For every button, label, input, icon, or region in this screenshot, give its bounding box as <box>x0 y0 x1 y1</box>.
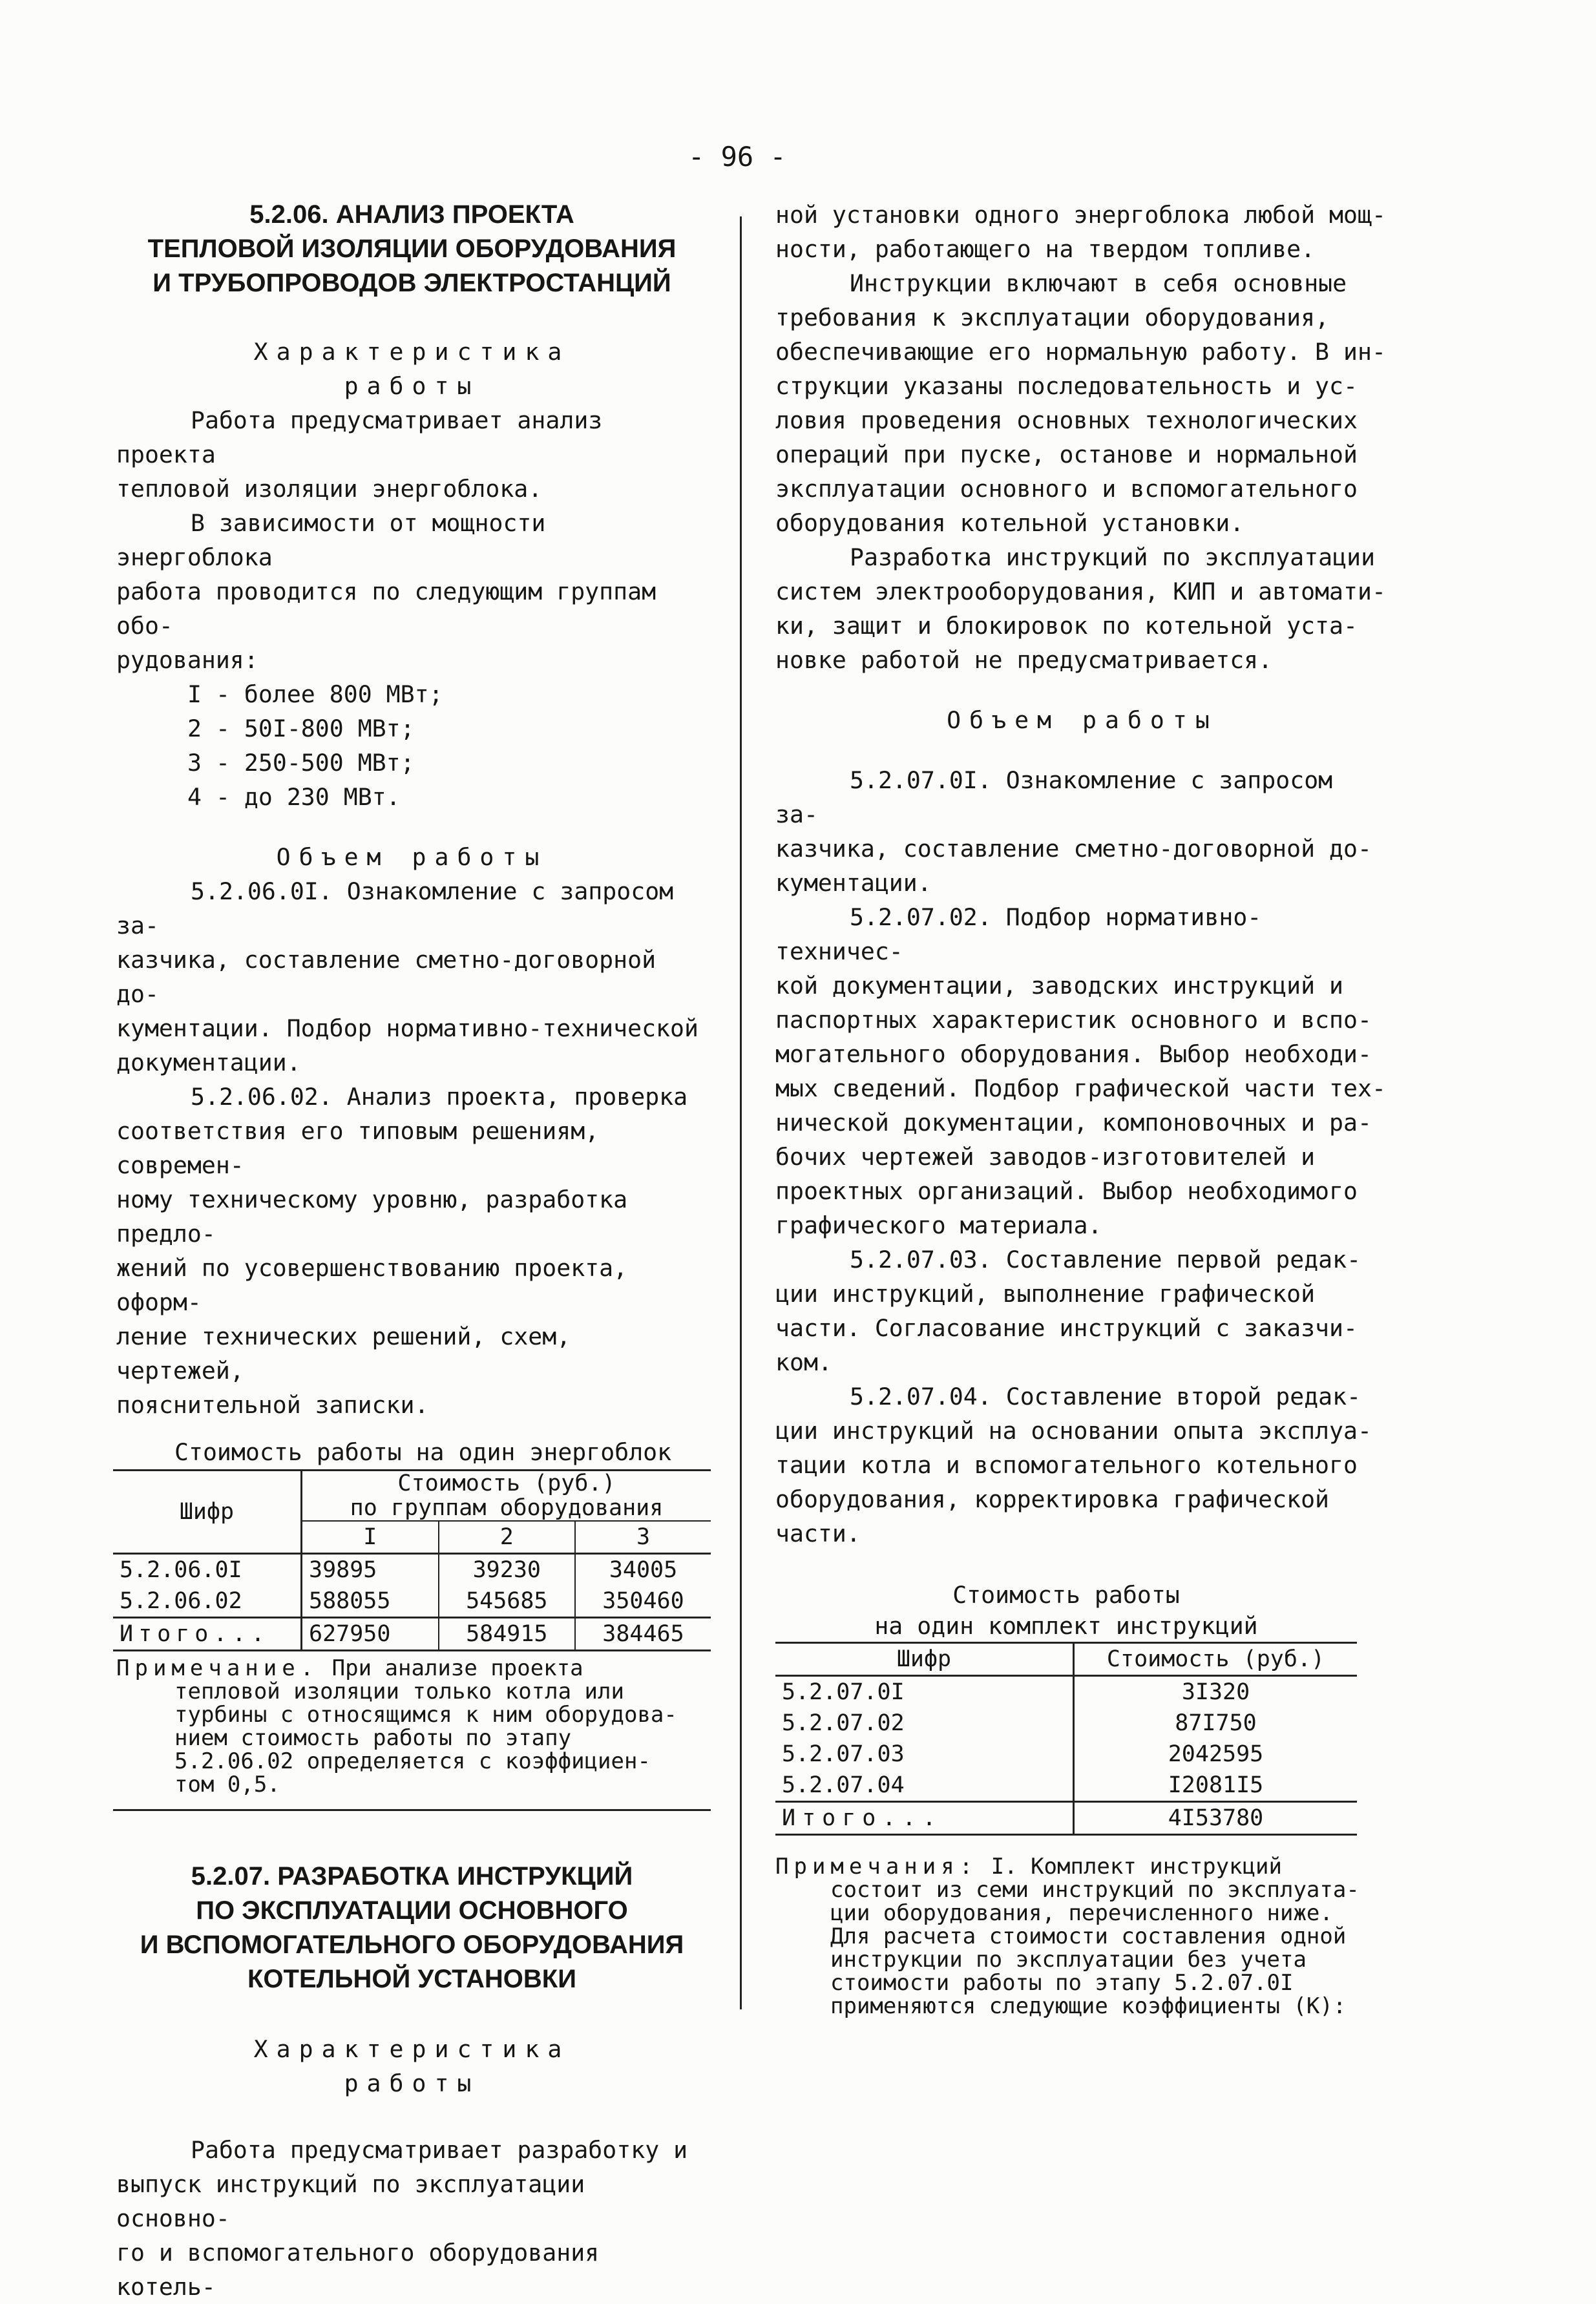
volume-heading: Объем работы <box>947 706 1218 734</box>
table-caption: Стоимость работы на один энергоблок <box>174 1438 672 1466</box>
column-header-code: Шифр <box>113 1471 302 1554</box>
group-header: I <box>302 1521 439 1554</box>
column-header-cost: Стоимость (руб.) по группам оборудования <box>350 1471 664 1521</box>
table-row: 5.2.06.02 588055 545685 350460 <box>113 1586 711 1618</box>
group-header: 2 <box>439 1521 575 1554</box>
column-divider <box>740 216 742 2009</box>
table-row-total: Итого... 627950 584915 384465 <box>113 1618 711 1651</box>
table-row: 5.2.07.02 87I750 <box>775 1708 1357 1739</box>
section-title-5-2-07: 5.2.07. РАЗРАБОТКА ИНСТРУКЦИЙ ПО ЭКСПЛУАТАЦИИ ОСНОВНОГО И ВСПОМОГАТЕЛЬНОГО ОБОРУДОВАНИЯ КОТЕЛЬНОЙ УСТАНОВКИ <box>140 1862 684 1993</box>
characteristic-heading: Характеристика <box>253 338 571 366</box>
left-column <box>116 198 708 2304</box>
table-row-total: Итого... 4I53780 <box>775 1802 1357 1835</box>
page-number: - 96 - <box>688 141 786 173</box>
paragraph-continuation: ной установки одного энергоблока любой мощ- ности, работающего на твердом топливе. <box>775 201 1386 263</box>
characteristic-text: Работа предусматривает анализ проекта тепловой изоляции энергоблока. В зависимости от мощности энергоблока работа проводится по следующим группам обо- рудования: <box>116 406 656 674</box>
cost-table-energoblock <box>113 1469 711 1651</box>
item-5-2-07-01: 5.2.07.0I. Ознакомление с запросом за- казчика, составление сметно-договорной до- кументации. <box>775 766 1372 897</box>
paragraph-instructions: Инструкции включают в себя основные требования к эксплуатации оборудования, обеспечивающие его нормальную работу. В ин- струкции указаны последовательность и ус- ловия проведения основных технологических операций при пуске, останове и нормальной эксплуатации основного и вспомогательного оборудования котельной установки. <box>775 269 1386 537</box>
list-item: 4 - до 230 МВт. <box>187 783 401 811</box>
list-item: 2 - 50I-800 МВт; <box>187 715 415 742</box>
item-5-2-06-02: 5.2.06.02. Анализ проекта, проверка соответствия его типовым решениям, современ- ному техническому уровню, разработка предло- жений по усовершенствованию проекта, оформ- ление технических решений, схем, чертежей, пояснительной записки. <box>116 1083 688 1419</box>
table-note: Примечание. При анализе проекта тепловой изоляции только котла или турбины с относящимся к ним оборудова- нием стоимость работы по этапу 5.2.06.02 определяется с коэффициен- том 0,5. <box>116 1655 677 1797</box>
groups-list <box>116 677 708 814</box>
group-header: 3 <box>575 1521 711 1554</box>
table-row: 5.2.07.04 I2081I5 <box>775 1770 1357 1802</box>
table-row: 5.2.07.03 2042595 <box>775 1739 1357 1770</box>
table-row: 5.2.06.0I 39895 39230 34005 <box>113 1554 711 1586</box>
item-5-2-06-01: 5.2.06.0I. Ознакомление с запросом за- казчика, составление сметно-договорной до- кументации. Подбор нормативно-технической документации. <box>116 877 698 1076</box>
item-5-2-07-02: 5.2.07.02. Подбор нормативно-техничес- кой документации, заводских инструкций и паспортных характеристик основного и вспо- могательного оборудования. Выбор необходи- мых сведений. Подбор графической части тех- нической документации, компоновочных и ра- бочих чертежей заводов-изготовителей и проектных организаций. Выбор необходимого графического материала. <box>775 903 1386 1239</box>
column-header-code: Шифр <box>775 1643 1074 1676</box>
characteristic-heading-2: работы <box>344 2069 480 2097</box>
characteristic-heading: Характеристика <box>253 2035 571 2063</box>
list-item: I - более 800 МВт; <box>187 680 443 708</box>
table-note: Примечания: I. Комплект инструкций состоит из семи инструкций по эксплуата- ции оборудования, перечисленного ниже. Для расчета стоимости составления одной инструкции по эксплуатации без учета стоимости работы по этапу 5.2.07.0I применяются следующие коэффициенты (К): <box>775 1854 1360 2019</box>
characteristic-heading-2: работы <box>344 372 480 400</box>
list-item: 3 - 250-500 МВт; <box>187 749 415 777</box>
table-caption: Стоимость работы на один комплект инструкций <box>874 1581 1258 1640</box>
item-5-2-07-03: 5.2.07.03. Составление первой редак- ции инструкций, выполнение графической части. Согласование инструкций с заказчи- ком. <box>775 1246 1361 1376</box>
right-column <box>775 198 1389 2018</box>
volume-heading: Объем работы <box>276 843 548 871</box>
paragraph-development: Разработка инструкций по эксплуатации систем электрооборудования, КИП и автомати- ки, защит и блокировок по котельной уста- новке работой не предусматривается. <box>775 543 1386 674</box>
section-title-5-2-06: 5.2.06. АНАЛИЗ ПРОЕКТА ТЕПЛОВОЙ ИЗОЛЯЦИИ ОБОРУДОВАНИЯ И ТРУБОПРОВОДОВ ЭЛЕКТРОСТАНЦИЙ <box>147 200 677 297</box>
table-row: 5.2.07.0I 3I320 <box>775 1676 1357 1708</box>
column-header-cost: Стоимость (руб.) <box>1106 1646 1325 1672</box>
characteristic-text: Работа предусматривает разработку и выпуск инструкций по эксплуатации основно- го и вспомогательного оборудования котель- <box>116 2136 688 2301</box>
item-5-2-07-04: 5.2.07.04. Составление второй редак- ции инструкций на основании опыта эксплуа- тации котла и вспомогательного котельного оборудования, корректировка графической части. <box>775 1383 1372 1547</box>
cost-table-instructions <box>775 1642 1357 1836</box>
